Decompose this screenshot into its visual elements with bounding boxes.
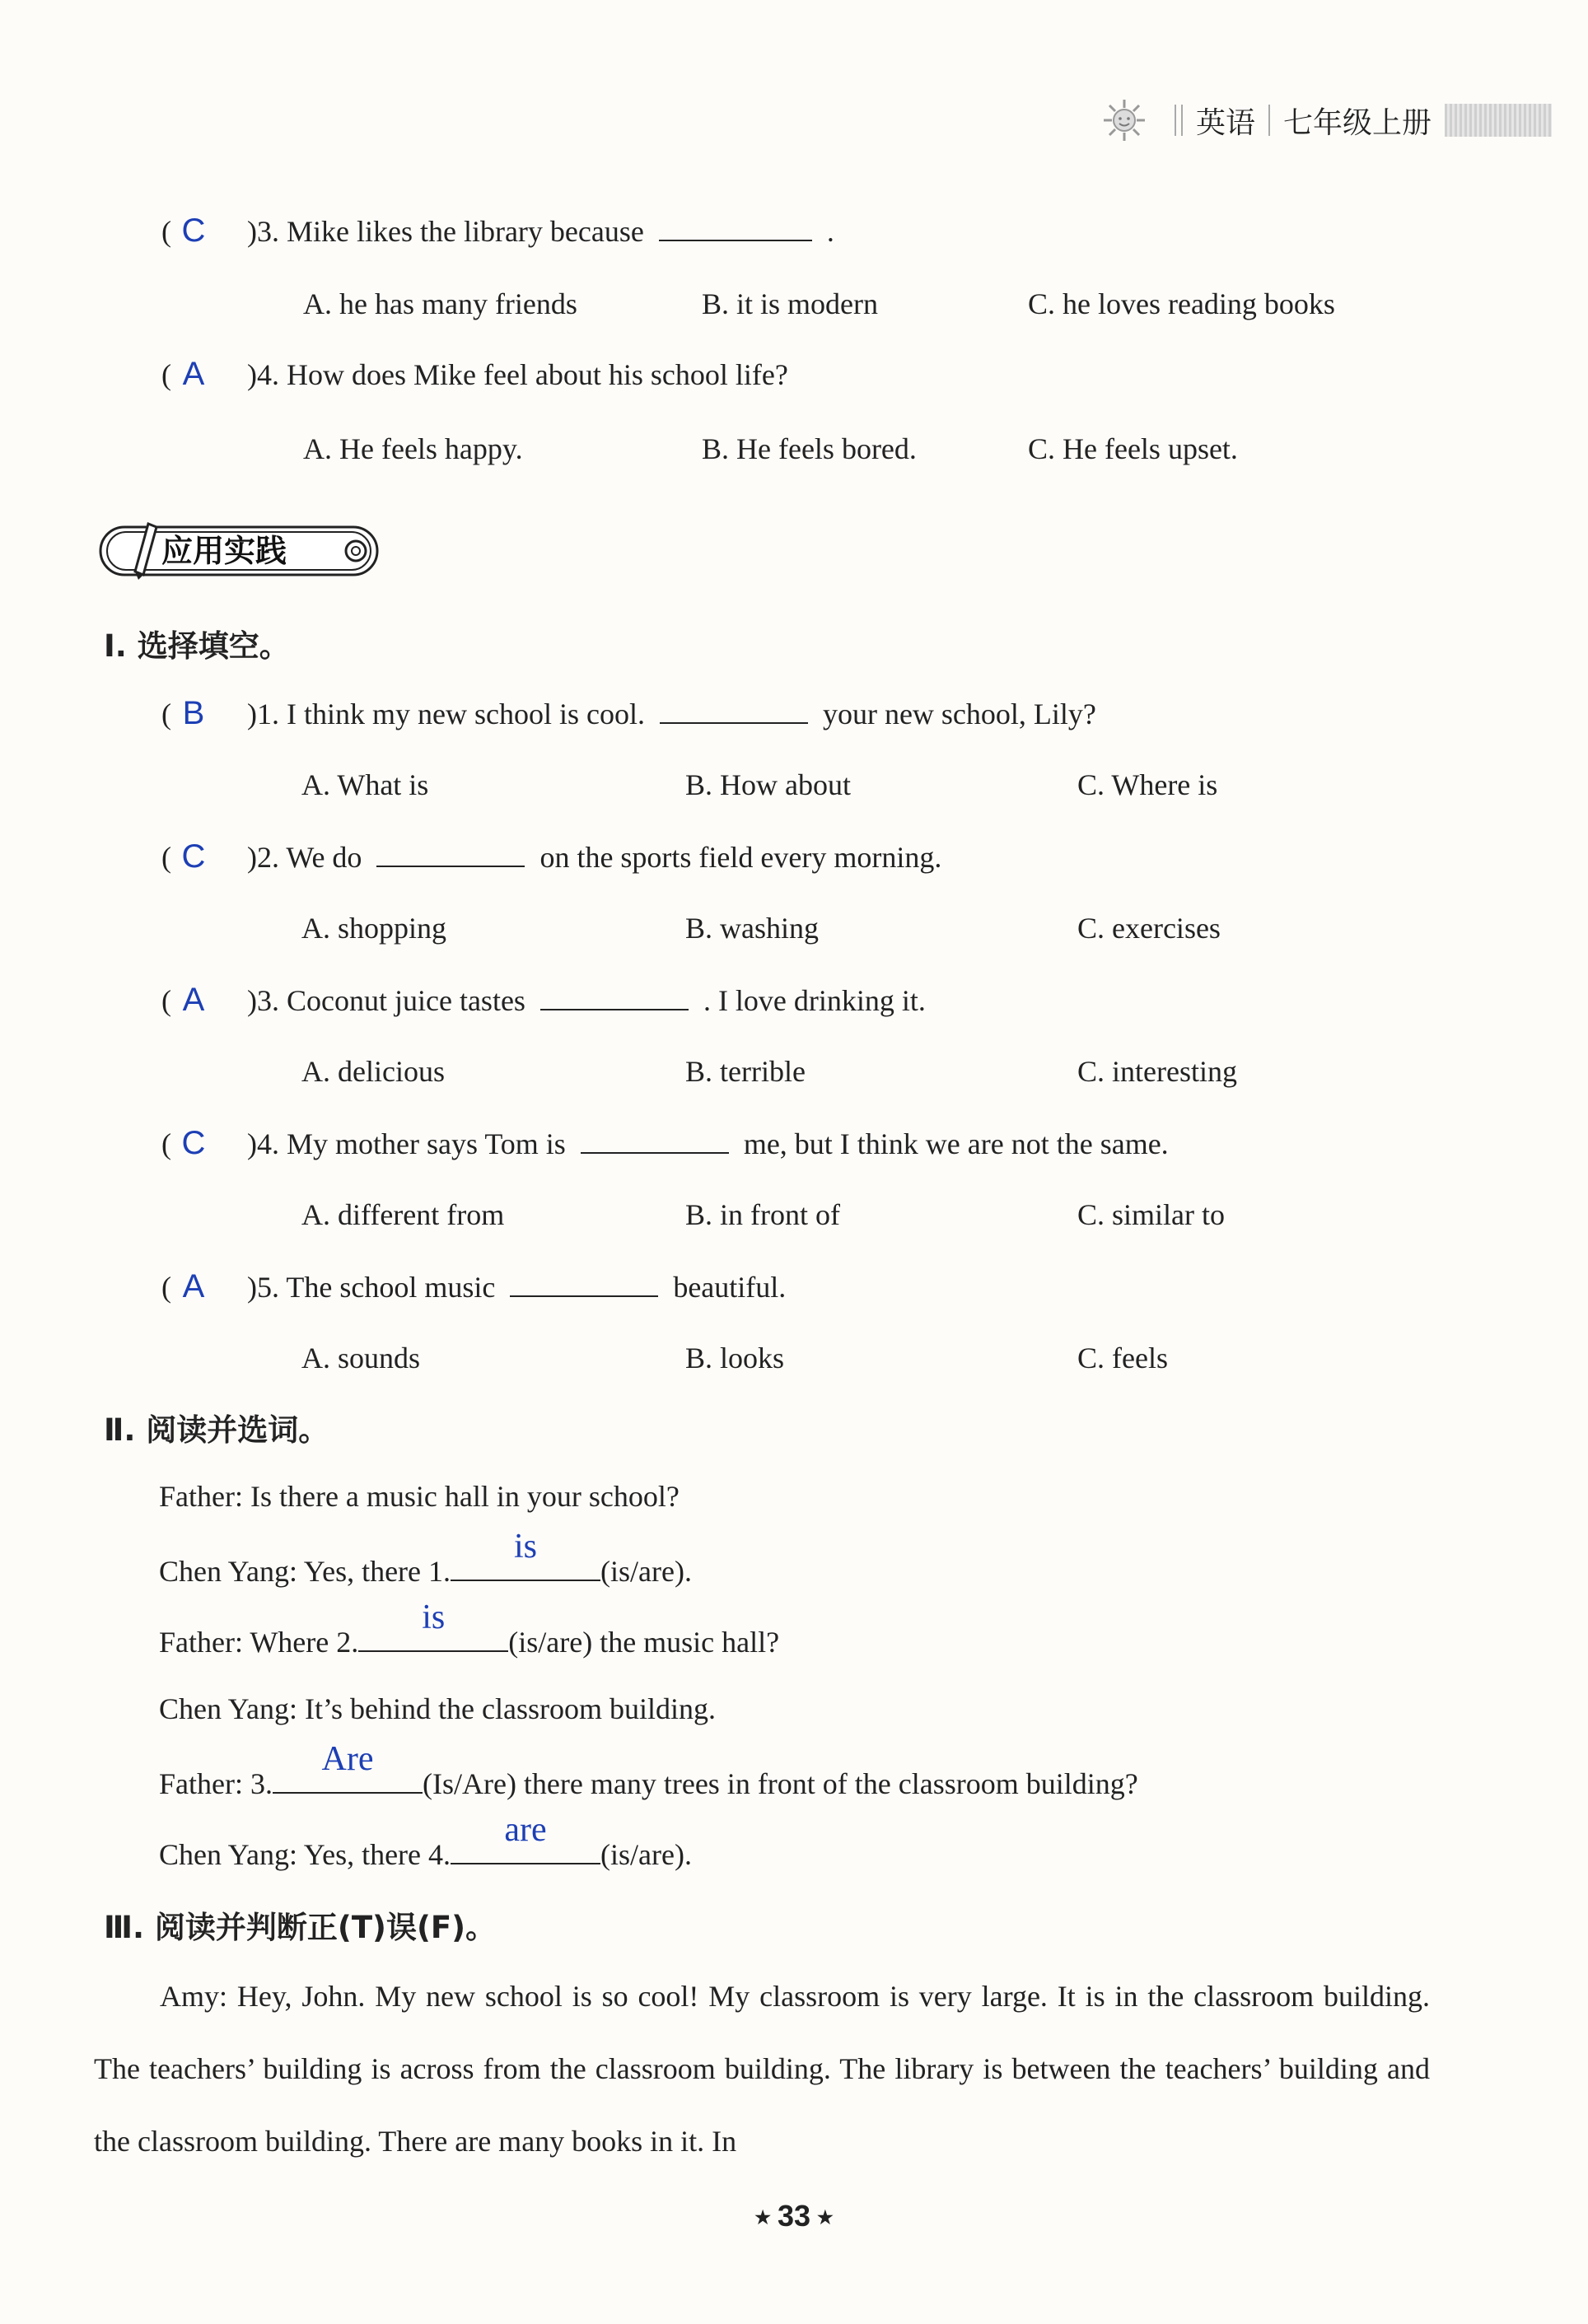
dialogue-text-after: (is/are).	[600, 1838, 692, 1871]
answer-blank	[540, 1004, 689, 1010]
question-text-after: your new school, Lily?	[822, 698, 1096, 730]
question-row: ( A )4. How does Mike feel about his school life?	[161, 356, 788, 392]
star-icon: ★	[817, 2207, 834, 2228]
answer-blank	[659, 235, 812, 241]
section-banner	[97, 520, 384, 583]
fill-answer: is	[422, 1598, 446, 1636]
fill-blank	[273, 1740, 423, 1794]
option: A. He feels happy.	[303, 432, 523, 465]
option: A. delicious	[301, 1055, 445, 1088]
dialogue-text-after: (is/are).	[600, 1555, 692, 1588]
option: C. He feels upset.	[1028, 432, 1238, 465]
question-text-after: beautiful.	[673, 1271, 787, 1304]
question-text: Mike likes the library because	[287, 215, 644, 248]
header-subject: 英语	[1195, 105, 1255, 140]
dialogue-text-after: (Is/Are) there many trees in front of the classroom building?	[422, 1767, 1138, 1800]
header-decor-bar	[1445, 104, 1552, 137]
header-divider	[1175, 105, 1183, 136]
option: A. he has many friends	[303, 287, 577, 320]
answer-letter: B	[182, 695, 205, 731]
question-number: )2.	[247, 841, 279, 874]
answer-letter: A	[182, 356, 205, 392]
question-number: )4.	[247, 358, 279, 391]
question-text: I think my new school is cool.	[287, 698, 645, 730]
answer-blank	[376, 861, 525, 867]
question-text-after: on the sports field every morning.	[539, 841, 942, 874]
sun-icon	[1102, 98, 1147, 142]
fill-answer: Are	[321, 1740, 374, 1778]
dialogue-line	[159, 1479, 680, 1514]
option: B. looks	[685, 1342, 785, 1374]
question-text-after: me, but I think we are not the same.	[743, 1127, 1169, 1160]
answer-letter: C	[181, 1125, 206, 1161]
question-number: )1.	[247, 698, 279, 730]
header-grade: 七年级上册	[1282, 105, 1432, 140]
dialogue-line	[159, 1692, 716, 1726]
answer-letter: A	[182, 982, 205, 1018]
fill-answer: are	[504, 1811, 547, 1849]
reading-paragraph	[94, 1960, 1430, 2177]
option: A. different from	[301, 1198, 505, 1231]
fill-blank	[451, 1528, 600, 1581]
dialogue-line	[159, 1598, 780, 1659]
dialogue-text: Chen Yang: Yes, there 1.	[159, 1555, 451, 1588]
dialogue-text: Chen Yang: It’s behind the classroom building.	[159, 1692, 716, 1725]
answer-letter: C	[181, 838, 206, 875]
question-number: )4.	[247, 1127, 279, 1160]
question-text: Coconut juice tastes	[287, 984, 525, 1017]
option: C. similar to	[1077, 1198, 1225, 1231]
answer-blank	[660, 717, 808, 724]
question-number: )5.	[247, 1271, 279, 1304]
option: C. he loves reading books	[1028, 287, 1335, 320]
page-number-value: 33	[777, 2199, 811, 2233]
question-number: )3.	[247, 215, 279, 248]
option: B. in front of	[685, 1198, 840, 1231]
question-text: How does Mike feel about his school life?	[287, 358, 788, 391]
option: C. Where is	[1077, 768, 1218, 801]
answer-letter: A	[182, 1268, 205, 1304]
paragraph-text: Amy: Hey, John. My new school is so cool! My classroom is very large. It is in the classroom building. The teachers’ building is across from the classroom building. The library is between the teachers’ building and the classroom building. There are many books in it. In	[94, 1980, 1430, 2158]
question-row: ( B )1. I think my new school is cool. your new school, Lily?	[161, 695, 1096, 731]
fill-blank	[451, 1811, 600, 1864]
dialogue-text-after: (is/are) the music hall?	[508, 1626, 780, 1659]
question-text-after: . I love drinking it.	[703, 984, 926, 1017]
dialogue-text: Father: Where 2.	[159, 1626, 359, 1659]
option: B. How about	[685, 768, 851, 801]
page-number	[0, 2199, 1588, 2233]
dialogue-text: Father: 3.	[159, 1767, 273, 1800]
question-row: ( C )3. Mike likes the library because .	[161, 212, 834, 249]
option: A. shopping	[301, 912, 447, 945]
page-header	[1102, 97, 1552, 143]
option: A. What is	[301, 768, 429, 801]
dialogue-line	[159, 1740, 1138, 1801]
question-text: We do	[286, 841, 362, 874]
question-text: The school music	[286, 1271, 496, 1304]
section-title: Ⅰ. 选择填空。	[104, 628, 290, 664]
section-title: Ⅲ. 阅读并判断正(T)误(F)。	[104, 1910, 497, 1945]
option: B. it is modern	[702, 287, 878, 320]
dialogue-text: Father: Is there a music hall in your school?	[159, 1480, 680, 1513]
dialogue-line	[159, 1528, 692, 1589]
option: B. washing	[685, 912, 819, 945]
dialogue-text: Chen Yang: Yes, there 4.	[159, 1838, 451, 1871]
banner-title: 应用实践	[161, 533, 287, 569]
answer-letter: C	[181, 212, 206, 249]
star-icon: ★	[754, 2207, 771, 2228]
question-text: My mother says Tom is	[287, 1127, 566, 1160]
question-row: ( C )4. My mother says Tom is me, but I think we are not the same.	[161, 1125, 1169, 1161]
header-divider	[1268, 105, 1270, 136]
option: B. He feels bored.	[702, 432, 917, 465]
question-row: ( C )2. We do on the sports field every morning.	[161, 838, 942, 875]
option: A. sounds	[301, 1342, 421, 1374]
answer-blank	[510, 1290, 658, 1297]
fill-answer: is	[514, 1528, 538, 1566]
question-row: ( A )5. The school music beautiful.	[161, 1268, 787, 1304]
option: B. terrible	[685, 1055, 806, 1088]
section-title: Ⅱ. 阅读并选词。	[104, 1412, 329, 1448]
option: C. exercises	[1077, 912, 1221, 945]
question-number: )3.	[247, 984, 279, 1017]
question-text-after: .	[826, 215, 834, 248]
option: C. feels	[1077, 1342, 1168, 1374]
answer-blank	[581, 1147, 729, 1154]
question-row: ( A )3. Coconut juice tastes . I love drinking it.	[161, 982, 926, 1018]
dialogue-line	[159, 1811, 692, 1872]
fill-blank	[358, 1598, 508, 1652]
option: C. interesting	[1077, 1055, 1237, 1088]
